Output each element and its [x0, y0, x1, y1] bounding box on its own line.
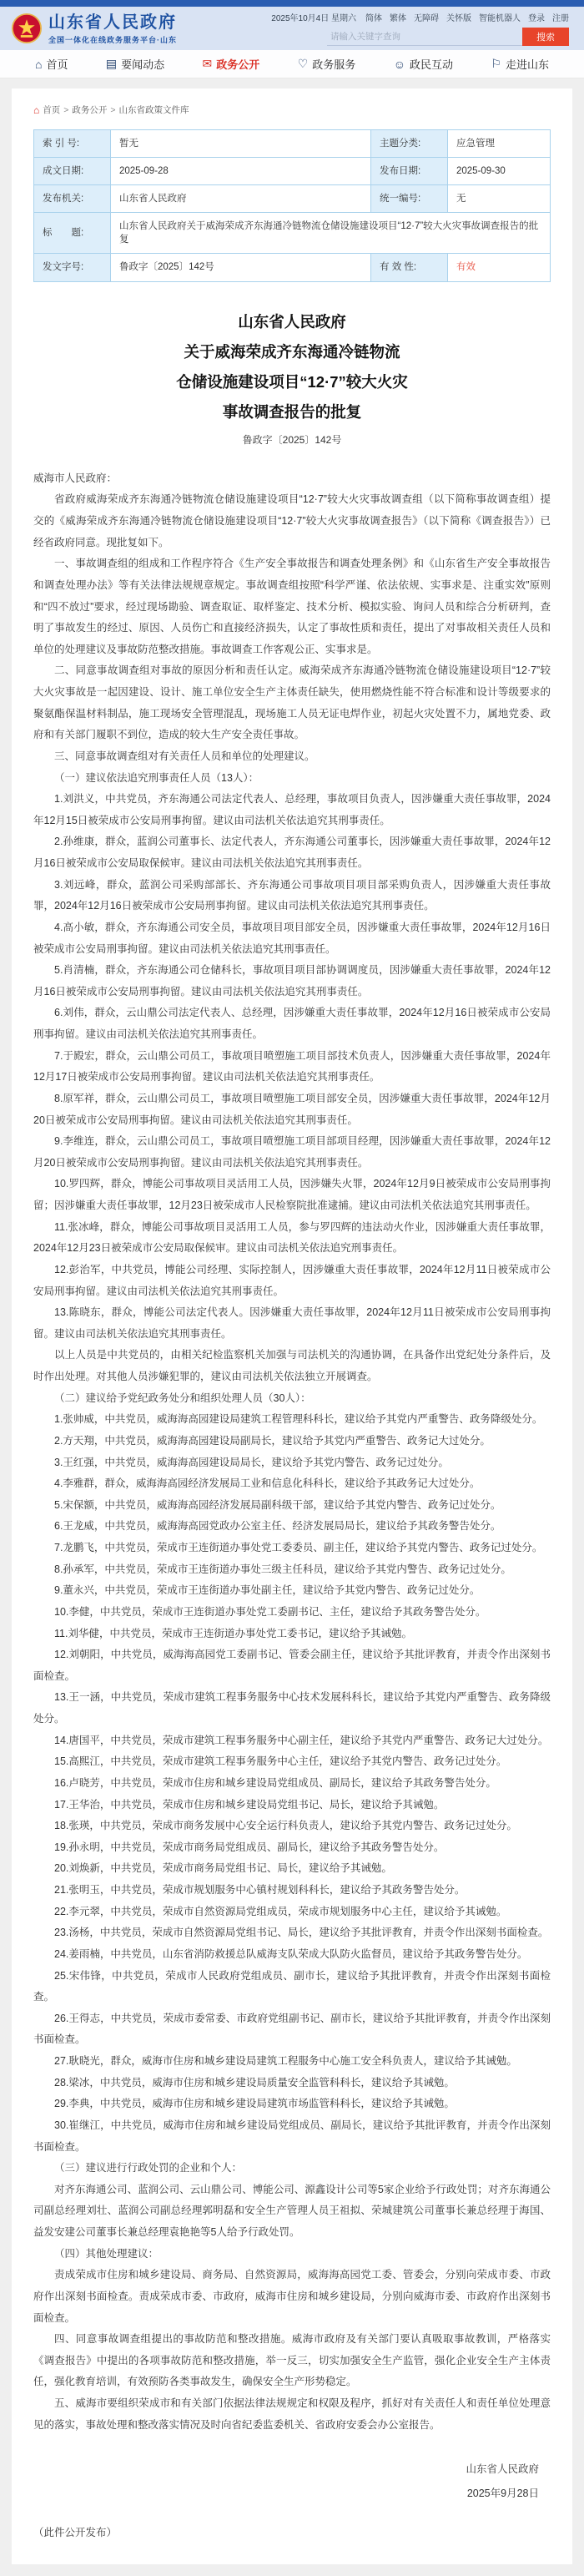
- quick-links: [365, 11, 569, 23]
- document-paragraph: 以上人员是中共党员的，由相关纪检监察机关加强与司法机关的沟通协调，在具备作出党纪处分条件后，及时作出处理。对其他人员涉嫌犯罪的，建议由司法机关依法独立开展调查。: [33, 1349, 551, 1383]
- document-paragraph: 2.方天翔，中共党员，威海海高园建设局副局长，建议给予其党内严重警告、政务记大过处分。: [54, 1434, 491, 1447]
- meta-doc-no-value: 鲁政字〔2025〕142号: [111, 254, 371, 281]
- meta-validity-value: 有效: [448, 254, 551, 281]
- document-number: 鲁政字〔2025〕142号: [242, 433, 342, 446]
- breadcrumb-item-home[interactable]: 首页: [43, 105, 61, 115]
- document-paragraph: 7.龙鹏飞，中共党员，荣成市王连街道办事处党工委委员、副主任，建议给予其党内警告、政务记过处分。: [54, 1542, 543, 1554]
- document-title-line: 山东省人民政府: [238, 312, 346, 331]
- document-paragraph: 23.汤杨，中共党员，荣成市自然资源局党组书记、局长，建议给予其批评教育，并责令作出深刻书面检查。: [54, 1927, 549, 1939]
- meta-title-value: 山东省人民政府关于威海荣成齐东海通冷链物流仓储设施建设项目“12·7”较大火灾事故调查报告的批复: [111, 213, 551, 254]
- document-paragraph: 19.孙永明，中共党员，荣成市商务局党组成员、副局长，建议给予其政务警告处分。: [54, 1841, 445, 1853]
- publish-note: （此件公开发布）: [33, 2526, 118, 2538]
- meta-written-date-value: 2025-09-28: [111, 158, 371, 185]
- nav-item-label: 政务公开: [216, 58, 260, 71]
- document-paragraph: 2.孙维康，群众，蓝润公司董事长、法定代表人，齐东海通公司董事长，因涉嫌重大责任事故罪，2024年12月16日被荣成市公安局取保候审。建议由司法机关依法追究其刑事责任。: [33, 836, 551, 870]
- header-quick-row: [271, 11, 569, 23]
- document-paragraph: （一）建议依法追究刑事责任人员（13人）：: [54, 771, 259, 784]
- document-paragraph: 5.宋保额，中共党员，威海海高园经济发展局副科级干部，建议给予其党内警告、政务记过处分。: [54, 1498, 501, 1511]
- meta-topic-value: 应急管理: [448, 130, 551, 158]
- meta-unified-no-label: 统一编号:: [371, 185, 448, 213]
- document-paragraph: 11.刘华健，中共党员，荣成市王连街道办事处党工委书记，建议给予其诫勉。: [54, 1627, 412, 1639]
- breadcrumb: [33, 104, 551, 116]
- document-title-line: 事故调查报告的批复: [222, 402, 362, 421]
- document-paragraph: 3.刘远峰，群众，蓝润公司采购部部长、齐东海通公司事故项目项目部采购负责人，因涉嫌重大责任事故罪，2024年12月16日被荣成市公安局刑事拘留。建议由司法机关依法追究其刑事责任。: [33, 878, 551, 912]
- nav-item[interactable]: [35, 56, 68, 72]
- document-paragraph: 13.陈晓东，群众，博能公司法定代表人。因涉嫌重大责任事故罪，2024年12月11日被荣成市公安局刑事拘留。建议由司法机关依法追究其刑事责任。: [33, 1306, 551, 1340]
- nav-item[interactable]: [394, 56, 453, 72]
- document-paragraph: 30.崔继江，中共党员，威海市住房和城乡建设局党组成员、副局长，建议给予其批评教育，并责令作出深刻书面检查。: [33, 2119, 551, 2153]
- document-paragraph: 10.罗四辉，群众，博能公司事故项目灵活用工人员，因涉嫌失火罪，2024年12月9日被荣成市公安局刑事拘留；因涉嫌重大责任事故罪，12月23日被荣成市人民检察院批准逮捕。建议由司法机关依法追究其刑事责任。: [33, 1178, 551, 1212]
- document-paragraph: 二、同意事故调查组对事故的原因分析和责任认定。威海荣成齐东海通冷链物流仓储设施建设项目“12·7”较大火灾事故是一起因建设、设计、施工单位安全生产主体责任缺失，使用燃烧性能不符合标准和设计等级要求的聚氨酯保温材料制品，施工现场安全管理混乱，现场施工人员无证电焊作业，初起火灾处置不力，属地党委、政府和有关部门履职不到位，造成的较大生产安全责任事故。: [33, 664, 551, 741]
- document-paragraph: 13.王一涵，中共党员，荣成市建筑工程事务服务中心技术发展科科长，建议给予其党内严重警告、政务降级处分。: [33, 1691, 551, 1725]
- signature-org: 山东省人民政府: [466, 2463, 539, 2476]
- signature-block: [33, 2457, 551, 2506]
- document-paragraph: 11.张冰峰，群众，博能公司事故项目灵活用工人员，参与罗四辉的违法动火作业，因涉嫌重大责任事故罪，2024年12月23日被荣成市公安局取保候审。建议由司法机关依法追究刑事责任。: [33, 1220, 551, 1255]
- document-body: [33, 468, 551, 2437]
- document-paragraph: 4.高小敏，群众，齐东海通公司安全员，事故项目项目部安全员，因涉嫌重大责任事故罪，2024年12月16日被荣成市公安局刑事拘留。建议由司法机关依法追究其刑事责任。: [33, 921, 551, 955]
- quick-link[interactable]: 繁体: [390, 14, 406, 23]
- nav-item-icon: ♡: [297, 57, 309, 70]
- document-paragraph: 三、同意事故调查组对有关责任人员和单位的处理建议。: [54, 750, 315, 762]
- document-paragraph: 7.于殿宏，群众，云山鼎公司员工，事故项目喷塑施工项目部技术负责人，因涉嫌重大责任事故罪，2024年12月17日被荣成市公安局刑事拘留。建议由司法机关依法追究其刑事责任。: [33, 1049, 551, 1083]
- meta-publish-date-value: 2025-09-30: [448, 158, 551, 185]
- document-paragraph: 18.张瑛，中共党员，荣成市商务发展中心安全运行科负责人，建议给予其党内警告、政务记过处分。: [54, 1820, 517, 1832]
- breadcrumb-separator: >: [110, 104, 116, 115]
- document-paragraph: 17.王华治，中共党员，荣成市住房和城乡建设局党组书记、局长，建议给予其诫勉。: [54, 1798, 445, 1811]
- content-area: [0, 78, 584, 2576]
- document-paragraph: 27.耿晓光，群众，威海市住房和城乡建设局建筑工程服务中心施工安全科负责人，建议给予其诫勉。: [54, 2055, 517, 2068]
- meta-index-label: 索 引 号:: [34, 130, 111, 158]
- top-bar: [0, 0, 584, 7]
- meta-title-label: 标 题:: [34, 213, 111, 254]
- document-paragraph: 15.高熙江，中共党员，荣成市建筑工程事务服务中心主任，建议给予其党内警告、政务记过处分。: [54, 1755, 507, 1768]
- document-paragraph: 1.刘洪义，中共党员，齐东海通公司法定代表人、总经理，事故项目负责人，因涉嫌重大责任事故罪，2024年12月15日被荣成市公安局刑事拘留。建议由司法机关依法追究其刑事责任。: [33, 793, 551, 826]
- document-paragraph: 9.李维连，群众，云山鼎公司员工，事故项目喷塑施工项目部项目经理，因涉嫌重大责任事故罪，2024年12月20日被荣成市公安局刑事拘留。建议由司法机关依法追究其刑事责任。: [33, 1135, 551, 1169]
- document-paragraph: （三）建议进行行政处罚的企业和个人：: [54, 2162, 243, 2174]
- meta-topic-label: 主题分类:: [371, 130, 448, 158]
- breadcrumb-separator: >: [63, 104, 69, 115]
- document-paragraph: 4.李雅群，群众，威海海高园经济发展局工业和信息化科科长，建议给予其政务记大过处分。: [54, 1477, 481, 1490]
- breadcrumb-item-current: 山东省政策文件库: [118, 105, 189, 115]
- nav-item-icon: ☺: [393, 57, 405, 71]
- nav-item-icon: ⚐: [491, 57, 501, 70]
- document-paragraph: 16.卢晓芳，中共党员，荣成市住房和城乡建设局党组成员、副局长，建议给予其政务警告处分。: [54, 1776, 496, 1789]
- document-paragraph: 25.宋伟锋，中共党员，荣成市人民政府党组成员、副市长，建议给予其批评教育，并责令作出深刻书面检查。: [33, 1969, 551, 2003]
- document-meta-table: [33, 129, 551, 282]
- document-paragraph: 对齐东海通公司、蓝润公司、云山鼎公司、博能公司、源鑫设计公司等5家企业给予行政处罚；对齐东海通公司副总经理刘壮、蓝润公司副总经理郭明磊和安全生产管理人员王祖拟、荣城建筑公司董事长兼总经理于海国、益发安建公司董事长兼总经理袁艳艳等5人给予行政处罚。: [33, 2183, 551, 2239]
- quick-link[interactable]: 注册: [552, 14, 569, 23]
- document-paragraph: 24.姜雨楠，中共党员，山东省消防救援总队威海支队荣成大队防火监督员，建议给予其政务警告处分。: [54, 1947, 528, 1960]
- document-paragraph: 一、事故调查组的组成和工作程序符合《生产安全事故报告和调查处理条例》和《山东省生产安全事故报告和调查处理办法》等有关法律法规规章规定。事故调查组按照“科学严谨、依法依规、实事求是、注重实效”原则和“四不放过”要求，经过现场勘验、调查取证、取样鉴定、技术分析、模拟实验、询问人员和综合分析研判，查明了事故发生的经过、原因、人员伤亡和直接经济损失，认定了事故性质和责任，提出了对事故相关责任人员和单位的处理建议及事故防范整改措施。事故调查工作客观公正、实事求是。: [33, 558, 551, 655]
- breadcrumb-item-disclosure[interactable]: 政务公开: [72, 105, 108, 115]
- nav-item-icon: ✉: [202, 57, 213, 70]
- nav-item[interactable]: [491, 56, 549, 72]
- meta-unified-no-value: 无: [448, 185, 551, 213]
- document-paragraph: 四、同意事故调查组提出的事故防范和整改措施。威海市政府及有关部门要认真吸取事故教训，严格落实《调查报告》中提出的各项事故防范和整改措施，举一反三，切实加强安全生产监管，强化企业安全生产主体责任，强化教育培训，有效预防各类事故发生，确保安全生产形势稳定。: [33, 2333, 551, 2388]
- nav-item-icon: ⌂: [35, 57, 43, 71]
- site-subtitle: 全国一体化在线政务服务平台·山东: [48, 35, 177, 44]
- site-logo-link[interactable]: [12, 13, 177, 45]
- document-paragraph: 9.董永兴，中共党员，荣成市王连街道办事处副主任，建议给予其党内警告、政务记过处分。: [54, 1584, 481, 1597]
- meta-written-date-label: 成文日期:: [34, 158, 111, 185]
- document-paragraph: 1.张帅威，中共党员，威海海高园建设局建筑工程管理科科长，建议给予其党内严重警告、政务降级处分。: [54, 1413, 543, 1426]
- document-paragraph: 五、威海市要组织荣成市和有关部门依据法律法规规定和权限及程序，抓好对有关责任人和责任单位处理意见的落实，事故处理和整改落实情况及时向省纪委监委机关、省政府安委会办公室报告。: [33, 2397, 551, 2431]
- document-paragraph: 28.梁冰，中共党员，威海市住房和城乡建设局质量安全监管科科长，建议给予其诫勉。: [54, 2076, 455, 2089]
- document-paragraph: 3.王红强，中共党员，威海海高园建设局局长，建议给予其党内警告、政务记过处分。: [54, 1456, 449, 1468]
- nav-item[interactable]: [298, 56, 356, 72]
- date-text: 2025年10月4日 星期六: [271, 14, 356, 23]
- document-paragraph: 6.刘伟，群众，云山鼎公司法定代表人、总经理，因涉嫌重大责任事故罪，2024年12月16日被荣成市公安局刑事拘留。建议由司法机关依法追究其刑事责任。: [33, 1007, 551, 1041]
- site-header: [0, 7, 584, 50]
- quick-link[interactable]: 智能机器人: [479, 14, 521, 23]
- search-bar: [327, 28, 569, 46]
- nav-item-label: 政务服务: [312, 58, 356, 71]
- document-paragraph: 8.孙承军，中共党员，荣成市王连街道办事处三级主任科员，建议给予其党内警告、政务记过处分。: [54, 1563, 511, 1575]
- document-paragraph: 5.肖清楠，群众，齐东海通公司仓储科长，事故项目项目部协调调度员，因涉嫌重大责任事故罪，2024年12月16日被荣成市公安局刑事拘留。建议由司法机关依法追究其刑事责任。: [33, 964, 551, 998]
- nav-item[interactable]: [203, 56, 260, 72]
- header-right: [271, 11, 569, 46]
- document-paragraph: （四）其他处理建议：: [54, 2247, 159, 2260]
- nav-item-label: 首页: [46, 58, 68, 71]
- search-input[interactable]: [327, 28, 522, 46]
- nav-item-label: 政民互动: [409, 58, 453, 71]
- content-card: [12, 88, 572, 2564]
- quick-link[interactable]: 简体: [365, 14, 382, 23]
- search-button[interactable]: 搜索: [522, 28, 569, 46]
- document-paragraph: 29.李典，中共党员，威海市住房和城乡建设局建筑市场监管科科长，建议给予其诫勉。: [54, 2098, 455, 2110]
- document-paragraph: 12.彭治军，中共党员，博能公司经理、实际控制人，因涉嫌重大责任事故罪，2024年12月11日被荣成市公安局刑事拘留。建议由司法机关依法追究其刑事责任。: [33, 1263, 551, 1297]
- document-paragraph: 14.唐国平，中共党员，荣成市建筑工程事务服务中心副主任，建议给予其党内严重警告、政务记大过处分。: [54, 1734, 549, 1746]
- meta-publisher-label: 发布机关:: [34, 185, 111, 213]
- document-paragraph: 22.李元翠，中共党员，荣成市自然资源局党组成员，荣成市规划服务中心主任，建议给予其诫勉。: [54, 1905, 507, 1917]
- home-icon: ⌂: [33, 104, 40, 116]
- document-paragraph: 威海市人民政府：: [33, 472, 118, 484]
- nav-item-label: 走进山东: [505, 58, 549, 71]
- document-title-line: 关于威海荣成齐东海通冷链物流: [184, 342, 400, 361]
- document-paragraph: 21.张明玉，中共党员，荣成市规划服务中心镇村规划科科长，建议给予其政务警告处分。: [54, 1884, 466, 1897]
- nav-item-icon: ▤: [105, 57, 118, 70]
- quick-link[interactable]: 登录: [528, 14, 545, 23]
- document-paragraph: （二）建议给予党纪政务处分和组织处理人员（30人）：: [54, 1392, 311, 1404]
- quick-link[interactable]: 关怀版: [446, 14, 471, 23]
- signature-date: 2025年9月28日: [466, 2488, 539, 2500]
- national-emblem-logo: [12, 13, 42, 43]
- document-paragraph: 8.原军祥，群众，云山鼎公司员工，事故项目喷塑施工项目部安全员，因涉嫌重大责任事故罪，2024年12月20日被荣成市公安局刑事拘留。建议由司法机关依法追究其刑事责任。: [33, 1092, 551, 1126]
- quick-link[interactable]: 无障碍: [414, 14, 439, 23]
- document-paragraph: 省政府威海荣成齐东海通冷链物流仓储设施建设项目“12·7”较大火灾事故调查组（以下简称事故调查组）提交的《威海荣成齐东海通冷链物流仓储设施建设项目“12·7”较大火灾事故调查报告》（以下简称《调查报告》）已经省政府同意。现批复如下。: [33, 493, 551, 548]
- document-title: [33, 307, 551, 427]
- document-title-line: 仓储设施建设项目“12·7”较大火灾: [176, 372, 408, 391]
- meta-publish-date-label: 发布日期:: [371, 158, 448, 185]
- site-title: 山东省人民政府: [48, 13, 177, 32]
- meta-doc-no-label: 发文字号:: [34, 254, 111, 281]
- document-paragraph: 20.刘焕新，中共党员，荣成市商务局党组书记、局长，建议给予其诫勉。: [54, 1862, 392, 1875]
- meta-validity-label: 有 效 性:: [371, 254, 448, 281]
- document-paragraph: 12.刘朝阳，中共党员，威海海高园党工委副书记、管委会副主任，建议给予其批评教育，并责令作出深刻书面检查。: [33, 1649, 551, 1682]
- document-paragraph: 责成荣成市住房和城乡建设局、商务局、自然资源局，威海海高园党工委、管委会，分别向荣成市委、市政府作出深刻书面检查。责成荣成市委、市政府，威海市住房和城乡建设局，分别向威海市委、市政府作出深刻书面检查。: [33, 2269, 551, 2324]
- nav-item-label: 要闻动态: [121, 58, 165, 71]
- nav-item[interactable]: [106, 56, 164, 72]
- document-paragraph: 10.李健，中共党员，荣成市王连街道办事处党工委副书记、主任，建议给予其政务警告处分。: [54, 1605, 486, 1618]
- document-paragraph: 26.王得志，中共党员，荣成市委常委、市政府党组副书记、副市长，建议给予其批评教育，并责令作出深刻书面检查。: [33, 2012, 551, 2046]
- meta-index-value: 暂无: [111, 130, 371, 158]
- main-nav: [0, 50, 584, 78]
- meta-publisher-value: 山东省人民政府: [111, 185, 371, 213]
- document-paragraph: 6.王龙威，中共党员，威海海高园党政办公室主任、经济发展局局长，建议给予其政务警告处分。: [54, 1520, 501, 1533]
